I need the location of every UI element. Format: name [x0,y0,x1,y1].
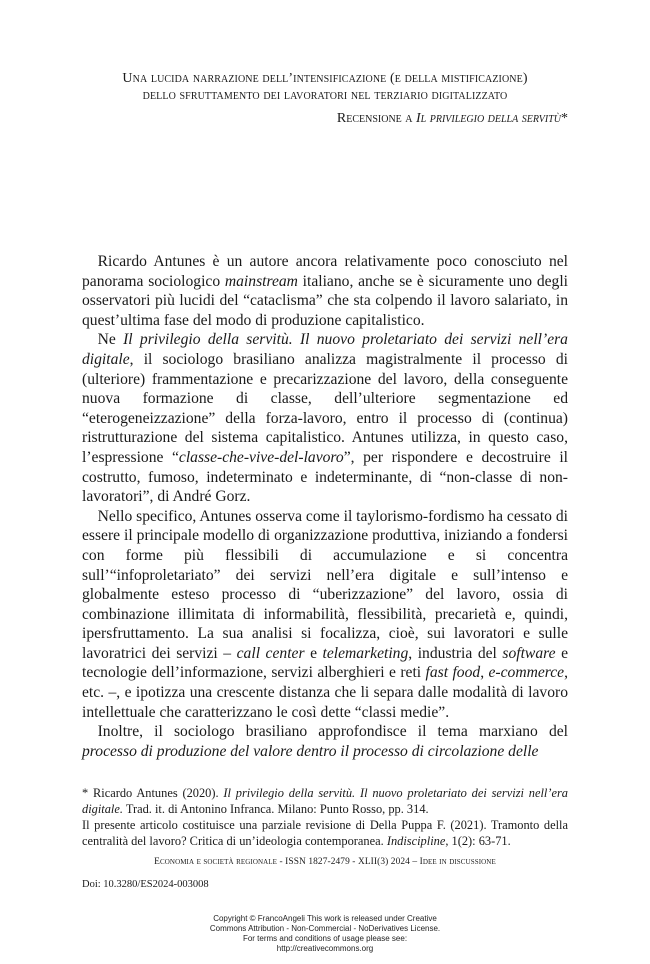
text-run: * Ricardo Antunes (2020). [82,786,224,800]
text-run: e tecnologie dell’informazione, servizi alberghieri e reti [82,644,569,682]
italic-run: software [502,644,556,662]
italic-run: call center [236,644,305,662]
italic-run: mainstream [224,272,298,290]
italic-run: processo di produzione del valore dentro il processo di circolazione delle [82,742,539,760]
footnote-marker[interactable]: * [561,111,568,126]
license-line-3: For terms and conditions of usage please see: [242,934,408,943]
italic-run: fast food [425,664,481,682]
text-run: Ricardo Antunes è un autore ancora relativamente poco conosciuto nel panorama sociologico [82,253,568,290]
article-body [82,252,568,761]
license-notice [150,914,500,954]
italic-run: e-commerce [488,664,565,682]
journal-name: Economia e società regionale [154,857,278,867]
text-run: ”, per rispondere e decostruire il costrutto, fumoso, indeterminato e indeterminante, di “non-classe di non-lavoratori”, di André Gorz. [82,448,568,506]
text-run: , [480,664,489,682]
text-run: Inoltre, il sociologo brasiliano approfondisce il tema marxiano del [97,723,568,741]
text-run: Trad. it. di Antonino Infranca. Milano: Punto Rosso, pp. 314. [122,802,429,816]
text-run: italiano, anche se è sicuramente uno degli osservatori più lucidi del “cataclisma” che sta colpendo il lavoro salariato, in quest’ultima fase del modo di produzione capitalistico. [82,272,568,329]
paragraph-2 [82,330,568,506]
subtitle-book-title: Il privilegio della servitù [416,111,561,126]
text-run: , 1(2): 63-71. [445,834,511,848]
journal-running-footer [82,857,568,867]
italic-run: Indiscipline [386,834,446,848]
text-run: , etc. –, e ipotizza una crescente distanza che li separa dalle modalità di lavoro intellettuale che caratterizzano le così dette “classi medie”. [82,664,569,721]
paragraph-1 [82,252,568,330]
article-title-line-1: Una lucida narrazione dell’intensificazione (e della mistificazione) [122,71,528,86]
journal-section: Idee in discussione [419,857,496,867]
license-line-2: Commons Attribution - Non-Commercial - NoDerivatives License. [209,924,441,933]
text-run: Nello specifico, Antunes osserva come il taylorismo-fordismo ha cessato di essere il principale modello di organizzazione produttiva, iniziando a fondersi con forme più flessibili di accumulazione e si concentra sull’“infoproletariato” dei servizi nell’era digitale e sull’intenso e globalmente esteso processo di “uberizzazione” del lavoro, ossia di combinazione illimitata di informabilità, flessibilità, precarietà e, quindi, ipersfruttamento. La sua analisi si focalizza, cioè, sui lavoratori e sulle lavoratrici dei servizi – [82,507,568,662]
text-run: Il presente articolo costituisce una parziale revisione di Della Puppa F. (2021). Tramonto della centralità del lavoro? Critica di un’ideologia contemporanea. [82,818,568,848]
footnotes [82,785,568,849]
paragraph-3 [82,507,568,723]
italic-run: Il privilegio della servitù. Il nuovo proletariato dei servizi nell’era digitale [82,331,568,368]
text-run: e [304,644,323,662]
license-link[interactable]: http://creativecommons.org [276,944,374,953]
doi[interactable]: Doi: 10.3280/ES2024-003008 [82,879,209,890]
footnote-1 [82,785,568,817]
text-run: , il sociologo brasiliano analizza magistralmente il processo di (ulteriore) frammentazione e precarizzazione del lavoro, della conseguente nuova formazione di classe, dell’ulteriore segmentazione ed “eterogeneizzazione” della forza-lavoro, entro il processo di (continua) ristrutturazione del sistema capitalistico. Antunes utilizza, in questo caso, l’espressione “ [82,350,568,466]
italic-run: classe-che-vive-del-lavoro [178,448,344,466]
subtitle-prefix: Recensione a [336,111,417,126]
license-line-1: Copyright © FrancoAngeli This work is released under Creative [213,914,437,923]
article-header [82,70,568,127]
journal-issn: - ISSN 1827-2479 - XLII(3) 2024 – [277,857,420,867]
article-subtitle [82,110,568,127]
paragraph-4 [82,722,568,761]
article-title-line-2: dello sfruttamento dei lavoratori nel terziario digitalizzato [142,88,508,103]
italic-run: telemarketing [322,644,409,662]
text-run: Ne [97,331,124,349]
footnote-2 [82,817,568,849]
text-run: , industria del [408,644,503,662]
italic-run: Il privilegio della servitù. Il nuovo proletariato dei servizi nell’era digitale. [82,786,568,816]
